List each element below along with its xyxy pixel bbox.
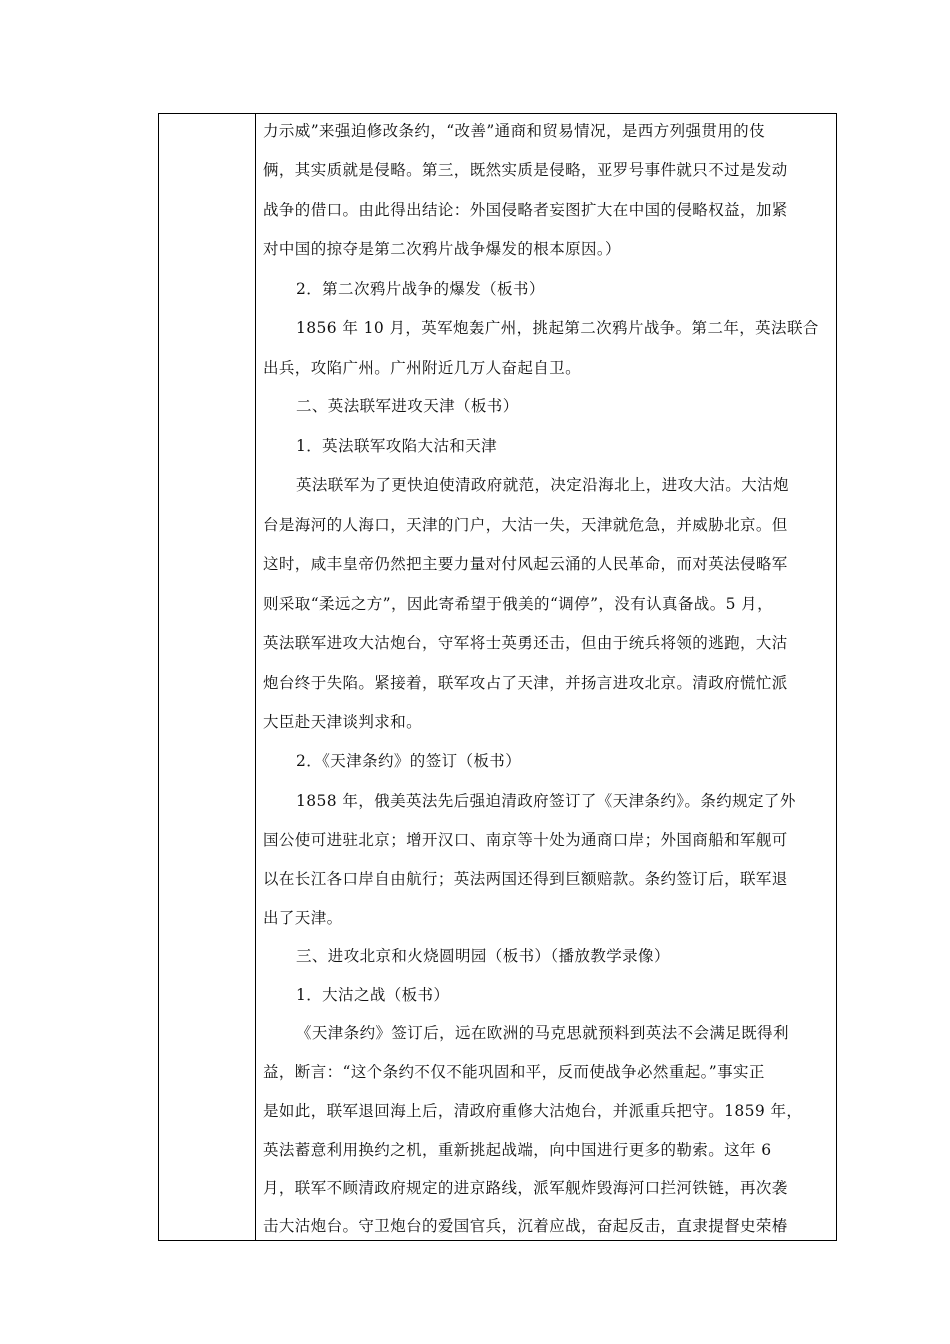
text-line: 则采取“柔远之方”，因此寄希望于俄美的“调停”，没有认真备战。5 月， xyxy=(263,595,773,613)
text-line: 英法蓄意利用换约之机，重新挑起战端，向中国进行更多的勒索。这年 6 xyxy=(263,1141,772,1159)
table-right-cell xyxy=(256,114,836,1240)
text-line: 国公使可进驻北京；增开汉口、南京等十处为通商口岸；外国商船和军舰可 xyxy=(263,831,788,849)
section-heading: 2．第二次鸦片战争的爆发（板书） xyxy=(296,280,545,298)
text-line: 出兵，攻陷广州。广州附近几万人奋起自卫。 xyxy=(263,359,582,377)
text-line: 击大沽炮台。守卫炮台的爱国官兵，沉着应战，奋起反击，直隶提督史荣椿 xyxy=(263,1217,788,1235)
section-heading: 二、英法联军进攻天津（板书） xyxy=(296,397,519,415)
text-line: 以在长江各口岸自由航行；英法两国还得到巨额赔款。条约签订后，联军退 xyxy=(263,870,788,888)
lesson-table xyxy=(158,113,837,1241)
section-heading: 1．英法联军攻陷大沽和天津 xyxy=(296,437,498,455)
section-heading: 三、进攻北京和火烧圆明园（板书）（播放教学录像） xyxy=(296,947,670,965)
text-line: 是如此，联军退回海上后，清政府重修大沽炮台，并派重兵把守。1859 年， xyxy=(263,1102,803,1120)
text-line: 月，联军不顾清政府规定的进京路线，派军舰炸毁海河口拦河铁链，再次袭 xyxy=(263,1179,788,1197)
text-line: 《天津条约》签订后，远在欧洲的马克思就预料到英法不会满足既得利 xyxy=(296,1024,789,1042)
table-left-cell xyxy=(159,114,255,1240)
text-line: 力示威”来强迫修改条约，“改善”通商和贸易情况，是西方列强贯用的伎 xyxy=(263,122,765,140)
text-line: 英法联军为了更快迫使清政府就范，决定沿海北上，进攻大沽。大沽炮 xyxy=(296,476,789,494)
section-heading: 1．大沽之战（板书） xyxy=(296,986,450,1004)
text-line: 英法联军进攻大沽炮台，守军将士英勇还击，但由于统兵将领的逃跑，大沽 xyxy=(263,634,788,652)
text-line: 战争的借口。由此得出结论：外国侵略者妄图扩大在中国的侵略权益，加紧 xyxy=(263,201,788,219)
text-line: 出了天津。 xyxy=(263,909,343,927)
text-line: 1858 年，俄美英法先后强迫清政府签订了《天津条约》。条约规定了外 xyxy=(296,792,796,810)
text-line: 俩，其实质就是侵略。第三，既然实质是侵略，亚罗号事件就只不过是发动 xyxy=(263,161,788,179)
text-line: 益，断言：“这个条约不仅不能巩固和平，反而使战争必然重起。”事实正 xyxy=(263,1063,765,1081)
text-line: 台是海河的人海口，天津的门户，大沽一失，天津就危急，并威胁北京。但 xyxy=(263,516,788,534)
text-line: 大臣赴天津谈判求和。 xyxy=(263,713,423,731)
text-line: 炮台终于失陷。紧接着，联军攻占了天津，并扬言进攻北京。清政府慌忙派 xyxy=(263,674,788,692)
text-line: 对中国的掠夺是第二次鸦片战争爆发的根本原因。） xyxy=(263,240,621,258)
text-line: 这时，咸丰皇帝仍然把主要力量对付风起云涌的人民革命，而对英法侵略军 xyxy=(263,555,788,573)
section-heading: 2．《天津条约》的签订（板书） xyxy=(296,752,522,770)
text-line: 1856 年 10 月，英军炮轰广州，挑起第二次鸦片战争。第二年，英法联合 xyxy=(296,319,819,337)
